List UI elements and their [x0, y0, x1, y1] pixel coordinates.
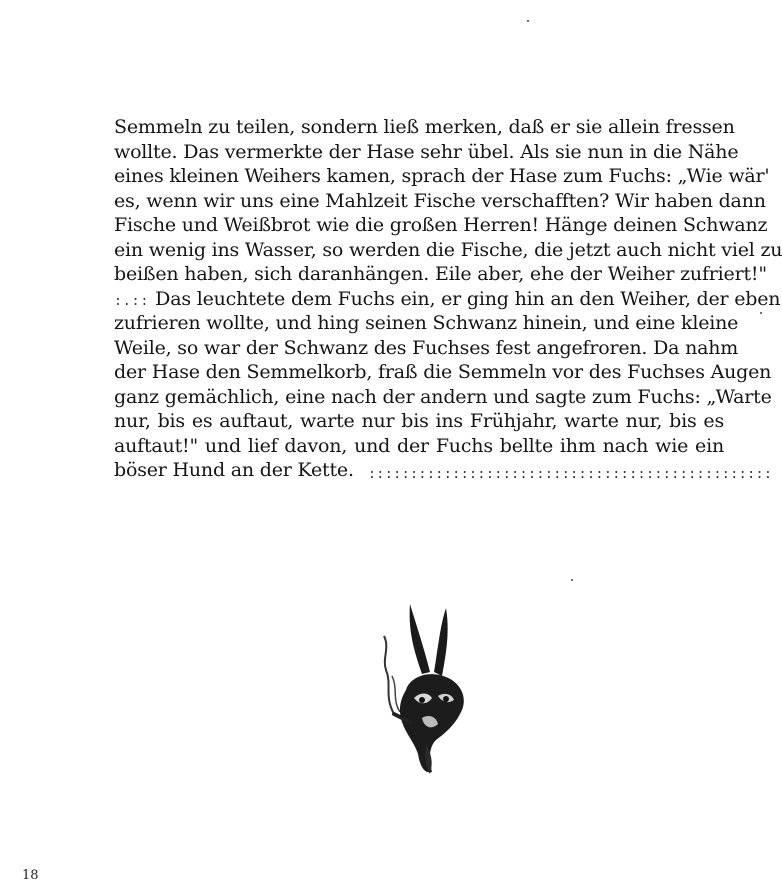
text-line-8-content: Das leuchtete dem Fuchs ein, er ging hin an den Weiher, der eben: [155, 287, 781, 310]
print-speck: [527, 20, 529, 22]
text-line-5: Fische und Weißbrot wie die großen Herren! Hänge deinen Schwanz: [114, 214, 768, 236]
text-line-10: Weile, so war der Schwanz des Fuchses fest angefroren. Da nahm: [114, 336, 739, 359]
text-line-14: auftaut!" und lief davon, und der Fuchs bellte ihm nach wie ein: [114, 434, 724, 457]
text-line-6: ein wenig ins Wasser, so werden die Fische, die jetzt auch nicht viel zu: [114, 238, 782, 261]
text-line-3: eines kleinen Weihers kamen, sprach der Hase zum Fuchs: „Wie wär': [114, 165, 770, 187]
text-line-1: Semmeln zu teilen, sondern ließ merken, daß er sie allein fressen: [114, 116, 735, 138]
text-line-8: [114, 287, 781, 312]
text-line-2: wollte. Das vermerkte der Hase sehr übel. Als sie nun in die Nähe: [114, 140, 739, 163]
hare-head-illustration: [370, 596, 480, 786]
line-end-ornament: ::::::::::::::::::::::::::::::::::::::::::::::::: [368, 467, 773, 482]
text-line-12: ganz gemächlich, eine nach der andern und sagte zum Fuchs: „Warte: [114, 385, 772, 408]
text-line-4: es, wenn wir uns eine Mahlzeit Fische verschafften? Wir haben dann: [114, 189, 766, 212]
text-line-15: böser Hund an der Kette.: [114, 459, 354, 481]
print-speck: [760, 312, 762, 314]
text-line-7: beißen haben, sich daranhängen. Eile aber, ehe der Weiher zufriert!": [114, 263, 767, 285]
story-text: [114, 115, 782, 483]
text-line-11: der Hase den Semmelkorb, fraß die Semmeln vor des Fuchses Augen: [114, 361, 772, 383]
page-number: 18: [22, 868, 39, 883]
text-line-9: zufrieren wollte, und hing seinen Schwanz hinein, und eine kleine: [114, 312, 739, 334]
print-speck: [571, 579, 573, 581]
paragraph-ornament: :.::: [114, 293, 150, 309]
text-line-13: nur, bis es auftaut, warte nur bis ins Frühjahr, warte nur, bis es: [114, 410, 724, 432]
